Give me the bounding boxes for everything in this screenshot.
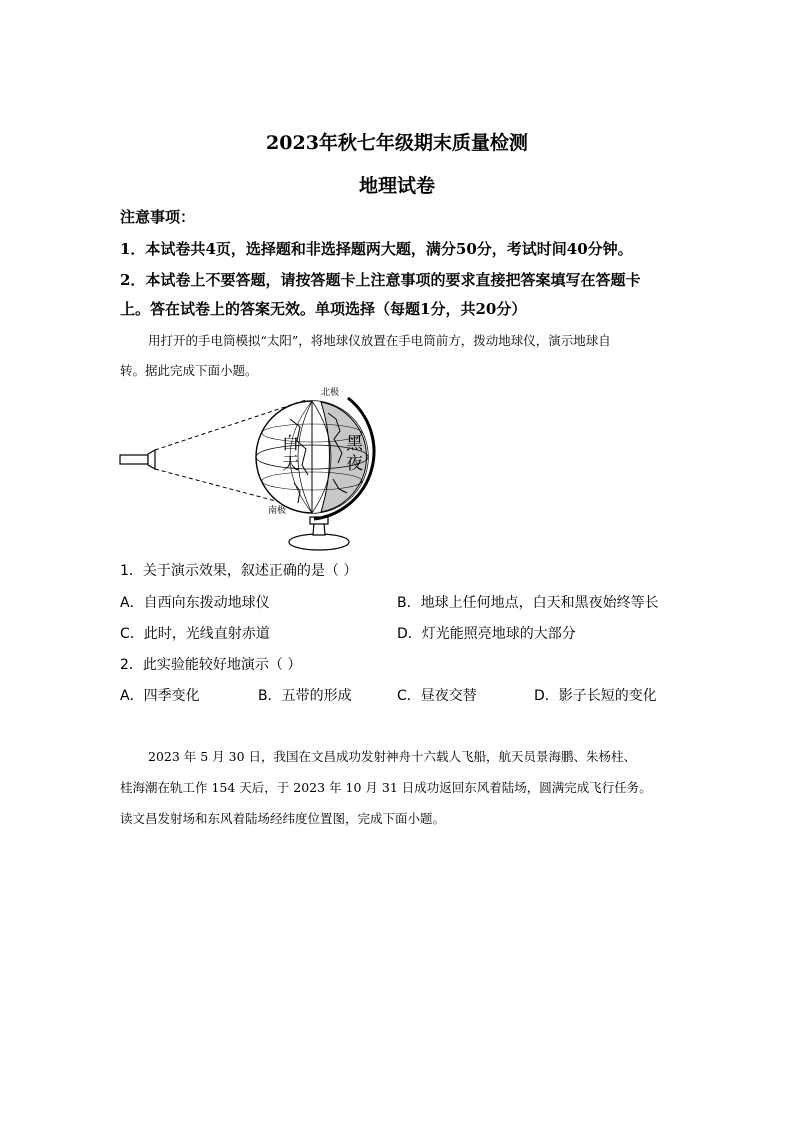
notice-line-1: 1．本试卷共4页，选择题和非选择题两大题，满分50分，考试时间40分钟。 <box>120 240 633 258</box>
south-pole-label: 南极 <box>268 506 287 516</box>
globe-stand <box>289 517 349 550</box>
question-2-option-b: B．五带的形成 <box>258 688 352 704</box>
question-1-option-d: D．灯光能照亮地球的大部分 <box>397 626 576 642</box>
passage-2-line-1: 2023 年 5 月 30 日，我国在文昌成功发射神舟十六载人飞船，航天员景海鹏、朱杨柱、 <box>148 749 637 764</box>
north-pole-label: 北极 <box>321 388 340 398</box>
flashlight-icon <box>120 450 155 469</box>
question-2-option-c: C．昼夜交替 <box>397 688 477 704</box>
question-2-option-a: A．四季变化 <box>120 688 200 704</box>
passage-1-line-2: 转。据此完成下面小题。 <box>120 363 258 378</box>
question-1-option-b: B．地球上任何地点，白天和黑夜始终等长 <box>397 595 659 611</box>
day-label-2: 天 <box>282 454 299 474</box>
notice-line-2b: 上。答在试卷上的答案无效。单项选择（每题1分，共20分） <box>120 300 527 318</box>
notice-heading: 注意事项： <box>120 208 196 226</box>
page-subtitle: 地理试卷 <box>358 175 435 197</box>
question-2-stem: 2．此实验能较好地演示（ ） <box>120 657 302 673</box>
question-2-option-d: D．影子长短的变化 <box>534 688 657 704</box>
page-title: 2023年秋七年级期末质量检测 <box>266 132 528 154</box>
day-label-1: 白 <box>282 434 299 454</box>
question-1-option-c: C．此时，光线直射赤道 <box>120 626 270 642</box>
night-label-1: 黑 <box>346 434 363 454</box>
globe-flashlight-figure <box>118 383 390 555</box>
passage-2-line-3: 读文昌发射场和东风着陆场经纬度位置图，完成下面小题。 <box>120 811 446 826</box>
question-1-stem: 1．关于演示效果，叙述正确的是（ ） <box>120 563 358 579</box>
notice-line-2a: 2．本试卷上不要答题，请按答题卡上注意事项的要求直接把答案填写在答题卡 <box>120 271 641 289</box>
passage-1-line-1: 用打开的手电筒模拟“太阳”，将地球仪放置在手电筒前方，拨动地球仪，演示地球自 <box>148 333 611 348</box>
night-label-2: 夜 <box>346 454 363 474</box>
question-1-option-a: A．自西向东拨动地球仪 <box>120 595 270 611</box>
passage-2-line-2: 桂海潮在轨工作 154 天后，于 2023 年 10 月 31 日成功返回东风着陆场，圆满完成飞行任务。 <box>120 780 652 795</box>
